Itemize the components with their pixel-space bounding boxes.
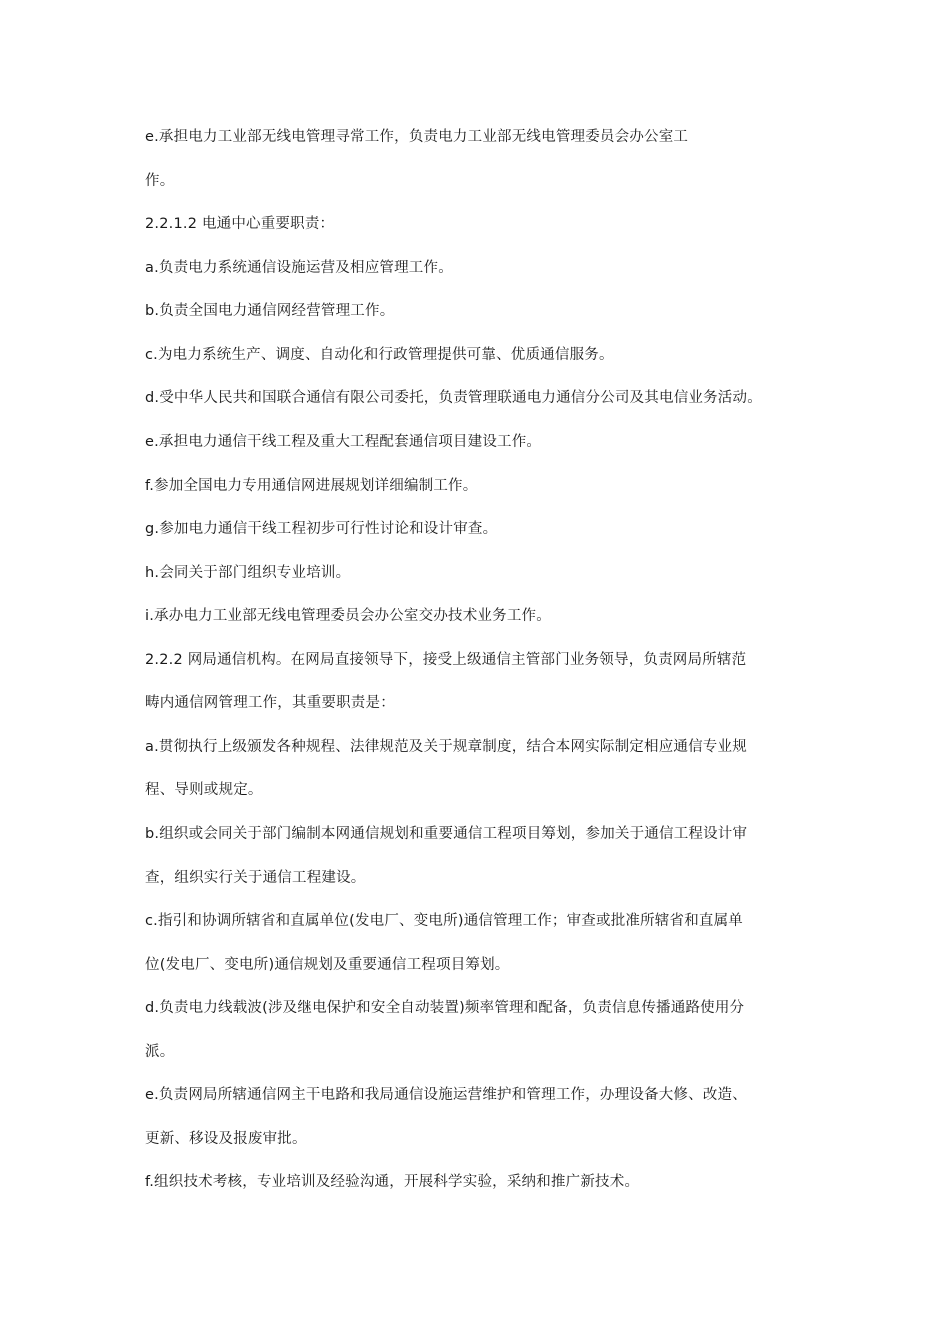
text-line: 派。: [145, 1044, 175, 1060]
text-line: d.负责电力线载波(涉及继电保护和安全自动装置)频率管理和配备，负责信息传播通路使用分: [145, 1000, 745, 1016]
text-line: h.会同关于部门组织专业培训。: [145, 565, 351, 581]
text-line: g.参加电力通信干线工程初步可行性讨论和设计审查。: [145, 521, 498, 537]
text-line: 查，组织实行关于通信工程建设。: [145, 870, 366, 886]
text-line: d.受中华人民共和国联合通信有限公司委托，负责管理联通电力通信分公司及其电信业务活动。: [145, 390, 762, 406]
text-line: f.组织技术考核，专业培训及经验沟通，开展科学实验，采纳和推广新技术。: [145, 1174, 640, 1190]
text-line: e.负责网局所辖通信网主干电路和我局通信设施运营维护和管理工作，办理设备大修、改造、: [145, 1087, 747, 1103]
text-line: b.负责全国电力通信网经营管理工作。: [145, 303, 395, 319]
section-heading: 2.2.1.2 电通中心重要职责：: [145, 216, 335, 232]
text-line: e.承担电力通信干线工程及重大工程配套通信项目建设工作。: [145, 434, 542, 450]
text-line: a.负责电力系统通信设施运营及相应管理工作。: [145, 260, 453, 276]
text-line: b.组织或会同关于部门编制本网通信规划和重要通信工程项目筹划，参加关于通信工程设计审: [145, 826, 748, 842]
text-line: 更新、移设及报废审批。: [145, 1131, 307, 1147]
text-line: 作。: [145, 173, 175, 189]
text-line: a.贯彻执行上级颁发各种规程、法律规范及关于规章制度，结合本网实际制定相应通信专业规: [145, 739, 747, 755]
text-line: c.为电力系统生产、调度、自动化和行政管理提供可靠、优质通信服务。: [145, 347, 614, 363]
text-line: c.指引和协调所辖省和直属单位(发电厂、变电所)通信管理工作；审查或批准所辖省和直属单: [145, 913, 743, 929]
text-line: i.承办电力工业部无线电管理委员会办公室交办技术业务工作。: [145, 608, 551, 624]
section-heading: 2.2.2 网局通信机构。在网局直接领导下，接受上级通信主管部门业务领导，负责网局所辖范: [145, 652, 747, 668]
text-line: 程、导则或规定。: [145, 782, 263, 798]
text-line: 畴内通信网管理工作，其重要职责是：: [145, 695, 395, 711]
text-line: e.承担电力工业部无线电管理寻常工作，负责电力工业部无线电管理委员会办公室工: [145, 129, 689, 145]
text-line: 位(发电厂、变电所)通信规划及重要通信工程项目筹划。: [145, 957, 510, 973]
text-line: f.参加全国电力专用通信网进展规划详细编制工作。: [145, 478, 478, 494]
